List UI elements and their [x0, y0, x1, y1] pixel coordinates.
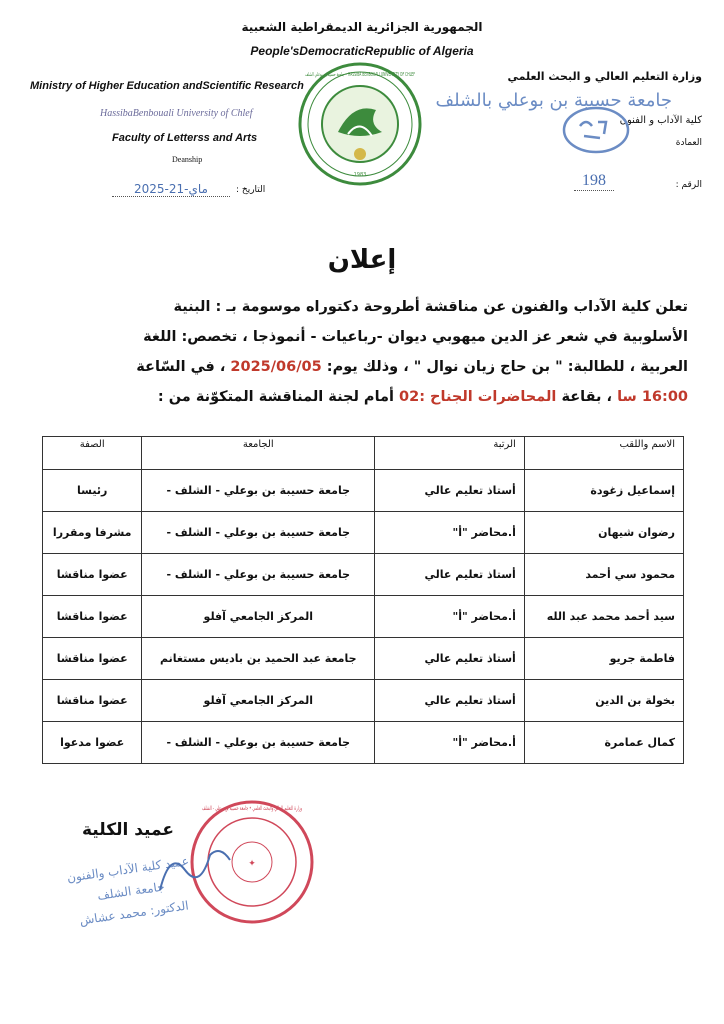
member-name: محمود سي أحمد: [524, 554, 683, 596]
university-en: HassibaBenbouali University of Chlef: [100, 108, 253, 119]
deanship-ar: العمادة: [675, 138, 702, 148]
member-rank: أستاذ تعليم عالي: [375, 638, 525, 680]
member-name: كمال عمامرة: [524, 722, 683, 764]
member-rank: أستاذ تعليم عالي: [375, 680, 525, 722]
sign-stamp-line-1: عميد كلية الآداب والفنون: [66, 853, 190, 885]
member-university: جامعة حسيبة بن بوعلي - الشلف -: [142, 722, 375, 764]
defense-hall: المحاضرات الجناح :02: [399, 389, 557, 405]
date-value: 2025-ماي-21: [112, 182, 230, 197]
member-name: بخولة بن الدين: [524, 680, 683, 722]
defense-time: 16:00 سا: [617, 389, 688, 405]
member-name: رضوان شيهان: [524, 512, 683, 554]
university-logo-icon: [298, 62, 472, 186]
member-rank: أستاذ تعليم عالي: [375, 470, 525, 512]
sign-stamp-line-2: جامعة الشلف: [96, 879, 166, 903]
member-role: عضوا مناقشا: [43, 596, 142, 638]
sign-stamp-line-3: الدكتور: محمد عشاش: [78, 898, 190, 928]
faculty-ar: كلية الآداب و الفنون: [619, 115, 702, 126]
member-university: جامعة عبد الحميد بن باديس مستغانم: [142, 638, 375, 680]
table-row: [43, 554, 684, 596]
reference-number: 198: [574, 172, 614, 191]
table-row: [43, 470, 684, 512]
body-line-3-b: ، في السّاعة: [136, 359, 231, 375]
member-rank: أ.محاضر "أ": [375, 512, 525, 554]
table-row: [43, 722, 684, 764]
table-row: [43, 638, 684, 680]
member-university: جامعة حسيبة بن بوعلي - الشلف -: [142, 512, 375, 554]
reference-label: الرقم :: [675, 180, 702, 190]
ministry-en: Ministry of Higher Education andScientific Research: [30, 80, 304, 92]
member-name: سيد أحمد محمد عبد الله: [524, 596, 683, 638]
member-name: فاطمة جريو: [524, 638, 683, 680]
ministry-ar: وزارة التعليم العالي و البحث العلمي: [507, 70, 702, 83]
member-name: إسماعيل زغودة: [524, 470, 683, 512]
logo-year: 1983: [353, 172, 367, 178]
body-line-4-b: أمام لجنة المناقشة المتكوّنة من :: [157, 389, 400, 405]
member-rank: أستاذ تعليم عالي: [375, 554, 525, 596]
member-university: المركز الجامعي آفلو: [142, 596, 375, 638]
member-university: المركز الجامعي آفلو: [142, 680, 375, 722]
member-role: عضوا مناقشا: [43, 680, 142, 722]
header-name: الاسم واللقب: [524, 437, 683, 470]
body-line-4: [36, 382, 688, 412]
faculty-stamp-icon: [560, 104, 632, 156]
signature-icon: [150, 830, 240, 900]
header-rank: الرتبة: [375, 437, 525, 470]
committee-table: [42, 436, 684, 764]
member-role: مشرفا ومقررا: [43, 512, 142, 554]
body-line-3: [36, 352, 688, 382]
member-rank: أ.محاضر "أ": [375, 596, 525, 638]
announcement-body: [36, 292, 688, 412]
body-line-1: تعلن كلية الآداب والفنون عن مناقشة أطروحة دكتوراه موسومة بـ : البنية: [173, 299, 688, 315]
defense-date: 2025/06/05: [230, 359, 322, 375]
seal-text: وزارة التعليم العالي والبحث العلمي • جامعة حسيبة بن بوعلي - الشلف: [202, 805, 303, 812]
logo-text: جامعة حسيبة بن بوعلي الشلف • HASSIBA BENBOUALI UNIVERSITY OF CHLEF: [305, 72, 472, 78]
faculty-en: Faculty of Letterss and Arts: [112, 132, 258, 144]
member-university: جامعة حسيبة بن بوعلي - الشلف -: [142, 554, 375, 596]
body-line-4-a: ، بقاعة: [556, 389, 618, 405]
member-university: جامعة حسيبة بن بوعلي - الشلف -: [142, 470, 375, 512]
member-role: رئيسا: [43, 470, 142, 512]
table-row: [43, 680, 684, 722]
member-rank: أ.محاضر "أ": [375, 722, 525, 764]
header-university: الجامعة: [142, 437, 375, 470]
body-line-3-a: العربية ، للطالبة: " بن حاج زيان نوال " ، وذلك يوم:: [321, 359, 688, 375]
announcement-title: إعلان: [327, 245, 397, 275]
date-label: التاريخ :: [236, 185, 266, 195]
republic-title-en: People'sDemocraticRepublic of Algeria: [250, 44, 474, 58]
university-ar: جامعة حسيبة بن بوعلي بالشلف: [435, 90, 672, 111]
member-role: عضوا مدعوا: [43, 722, 142, 764]
member-role: عضوا مناقشا: [43, 638, 142, 680]
table-row: [43, 596, 684, 638]
svg-text:✦: ✦: [248, 859, 256, 869]
table-row: [43, 512, 684, 554]
table-header-row: [43, 437, 684, 470]
republic-title-ar: الجمهورية الجزائرية الديمقراطية الشعبية: [241, 20, 483, 34]
dean-title: عميد الكلية: [82, 820, 174, 840]
body-line-2: الأسلوبية في شعر عز الدين ميهوبي ديوان -رباعيات - أنموذجا ، تخصص: اللغة: [143, 329, 688, 345]
header-role: الصفة: [43, 437, 142, 470]
member-role: عضوا مناقشا: [43, 554, 142, 596]
deanship-en: Deanship: [172, 155, 203, 164]
